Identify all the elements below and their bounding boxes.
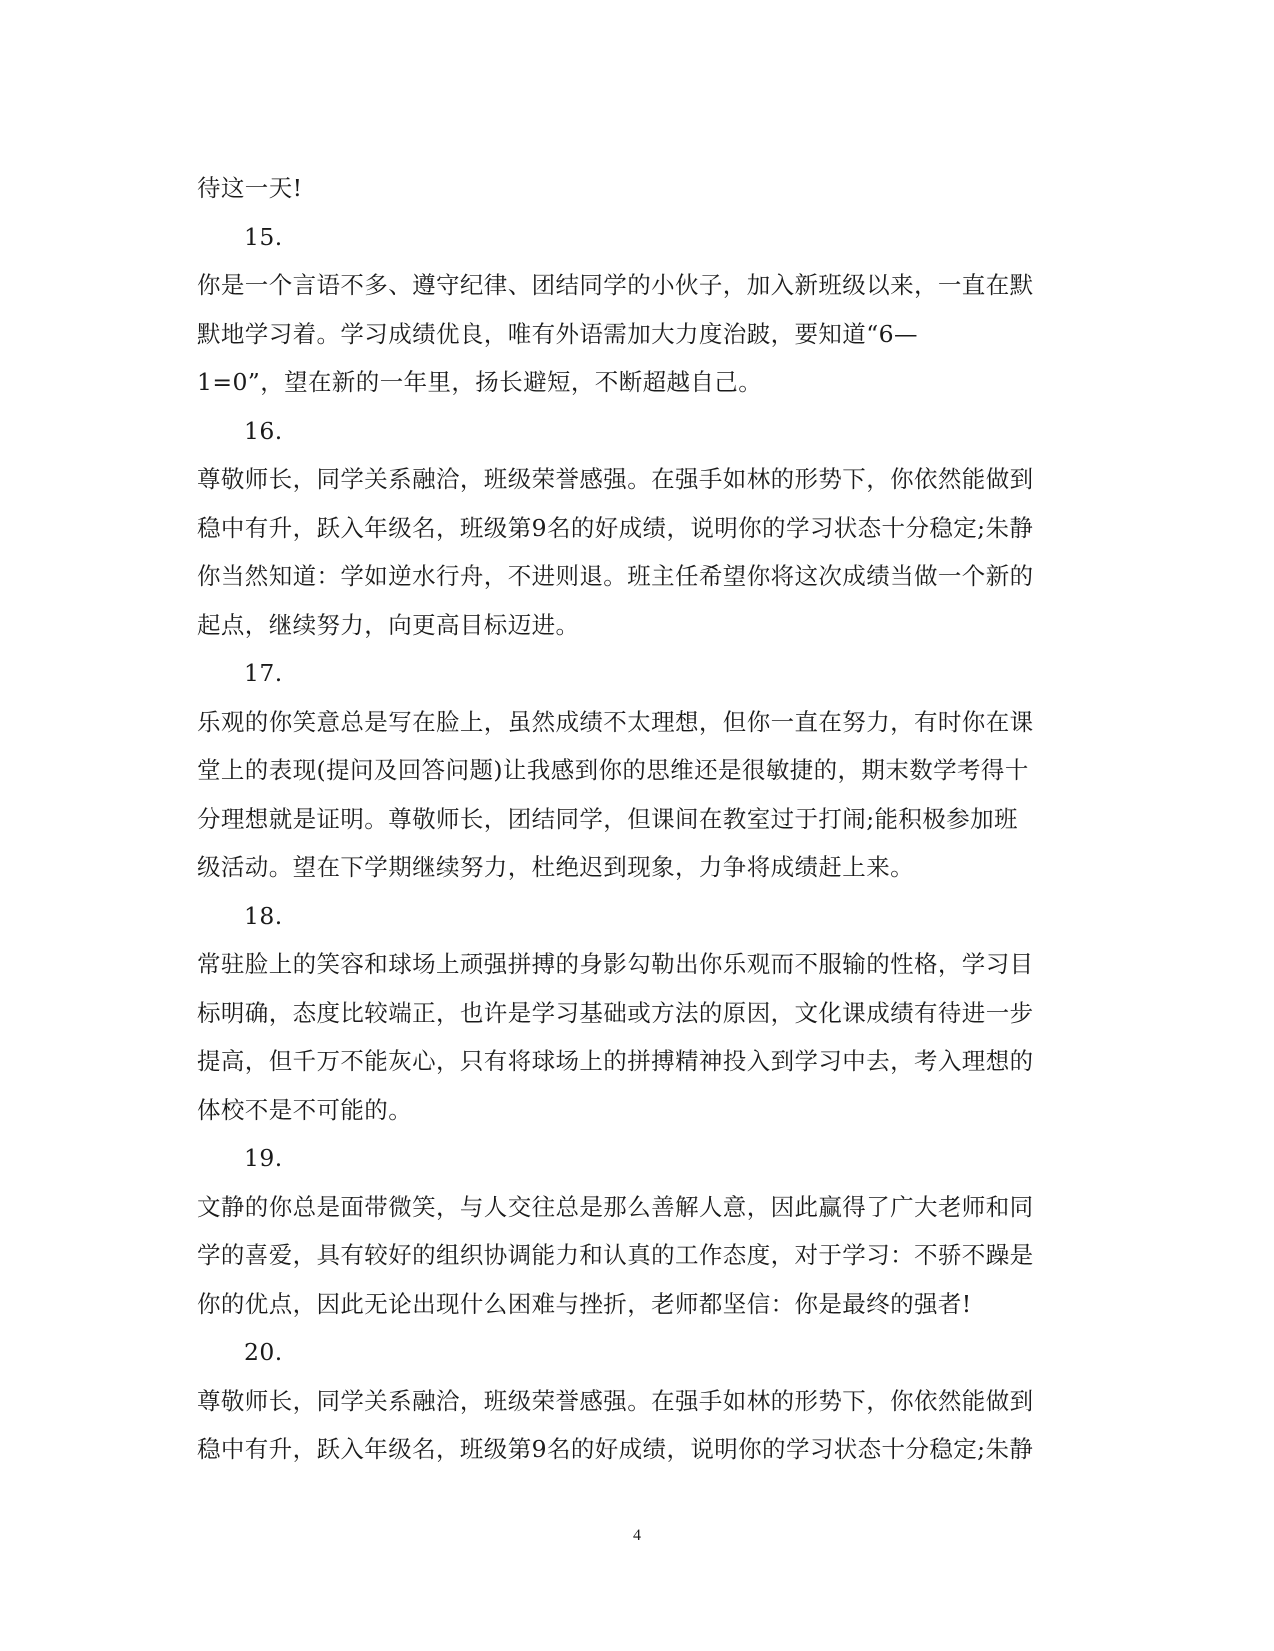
item-number: 16. [244,416,283,445]
text-line: 起点，继续努力，向更高目标迈进。 [197,610,580,639]
item-number: 17. [244,659,283,687]
text-line: 1=0”，望在新的一年里，扬长避短，不断超越自己。 [197,368,763,396]
text-line: 默地学习着。学习成绩优良，唯有外语需加大力度治跛，要知道“6— [197,319,918,348]
text-line: 常驻脸上的笑容和球场上顽强拼搏的身影勾勒出你乐观而不服输的性格，学习目 [197,950,1034,978]
item-number: 15. [244,222,283,251]
text-line: 分理想就是证明。尊敬师长，团结同学，但课间在教室过于打闹;能积极参加班 [197,804,1018,833]
text-line: 学的喜爱，具有较好的组织协调能力和认真的工作态度，对于学习：不骄不躁是 [197,1241,1034,1269]
text-line: 待这一天! [197,174,303,202]
document-body [197,164,1077,1474]
text-line: 级活动。望在下学期继续努力，杜绝迟到现象，力争将成绩赶上来。 [197,853,914,881]
text-line: 标明确，态度比较端正，也许是学习基础或方法的原因，文化课成绩有待进一步 [197,998,1034,1027]
text-line: 你当然知道：学如逆水行舟，不进则退。班主任希望你将这次成绩当做一个新的 [197,562,1034,590]
text-line: 尊敬师长，同学关系融洽，班级荣誉感强。在强手如林的形势下，你依然能做到 [197,465,1034,493]
text-line: 文静的你总是面带微笑，与人交往总是那么善解人意，因此赢得了广大老师和同 [197,1192,1034,1221]
text-line: 你的优点，因此无论出现什么困难与挫折，老师都坚信：你是最终的强者! [197,1289,972,1318]
item-number: 19. [244,1144,283,1172]
text-line: 稳中有升，跃入年级名，班级第9名的好成绩，说明你的学习状态十分稳定;朱静 [197,1435,1034,1463]
text-line: 堂上的表现(提问及回答问题)让我感到你的思维还是很敏捷的，期末数学考得十 [197,756,1029,784]
text-line: 提高，但千万不能灰心，只有将球场上的拼搏精神投入到学习中去，考入理想的 [197,1047,1034,1075]
page-number: 4 [633,1527,641,1544]
item-number: 18. [244,901,283,930]
text-line: 乐观的你笑意总是写在脸上，虽然成绩不太理想，但你一直在努力，有时你在课 [197,707,1034,736]
item-number: 20. [244,1338,283,1366]
text-line: 稳中有升，跃入年级名，班级第9名的好成绩，说明你的学习状态十分稳定;朱静 [197,513,1034,542]
text-line: 你是一个言语不多、遵守纪律、团结同学的小伙子，加入新班级以来，一直在默 [197,271,1034,299]
text-line: 体校不是不可能的。 [197,1095,413,1124]
text-line: 尊敬师长，同学关系融洽，班级荣誉感强。在强手如林的形势下，你依然能做到 [197,1386,1034,1415]
